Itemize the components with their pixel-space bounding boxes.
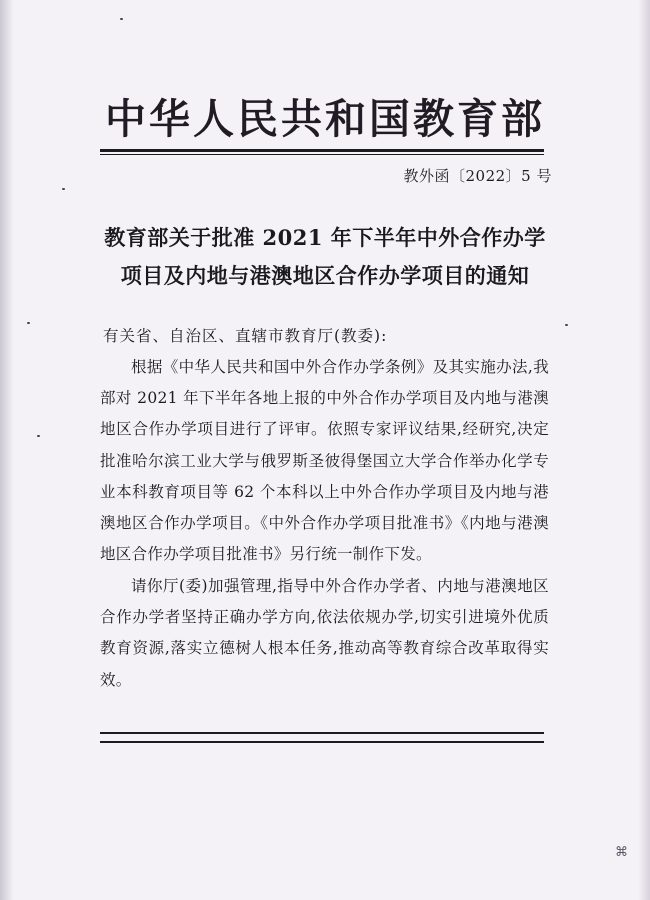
scan-speck [27, 322, 30, 324]
scan-speck [37, 435, 40, 437]
notice-title-line-1: 教育部关于批准 2021 年下半年中外合作办学 [104, 225, 546, 250]
footer-rule [100, 732, 544, 734]
scan-speck [62, 188, 65, 190]
masthead-rule [100, 149, 544, 152]
scan-corner-mark: ⌘ [615, 845, 628, 860]
body-paragraph-1: 根据《中华人民共和国中外合作办学条例》及其实施办法,我部对 2021 年下半年各地上报的中外合作办学项目及内地与港澳地区合作办学项目进行了评审。依照专家评议结果,经研究,决定批准哈尔滨工业大学与俄罗斯圣彼得堡国立大学合作举办化学专业本科教育项目等 62 个本科以上中外合作办学项目及内地与港澳地区合作办学项目。《中外合作办学项目批准书》《内地与港澳地区合作办学项目批准书》另行统一制作下发。 [100, 358, 549, 564]
scan-speck [120, 18, 123, 20]
salutation: 有关省、自治区、直辖市教育厅(教委): [103, 327, 388, 345]
notice-title-line-2: 项目及内地与港澳地区合作办学项目的通知 [120, 263, 530, 288]
body-paragraph-2: 请你厅(委)加强管理,指导中外合作办学者、内地与港澳地区合作办学者坚持正确办学方向,依法依规办学,切实引进境外优质教育资源,落实立德树人根本任务,推动高等教育综合改革取得实效。 [100, 577, 549, 689]
masthead: 中华人民共和国教育部 [105, 95, 545, 143]
document-number: 教外函〔2022〕5 号 [403, 167, 552, 185]
scan-speck [565, 324, 568, 326]
footer-rule-lower [100, 741, 544, 743]
masthead-rule-thin [100, 154, 544, 155]
